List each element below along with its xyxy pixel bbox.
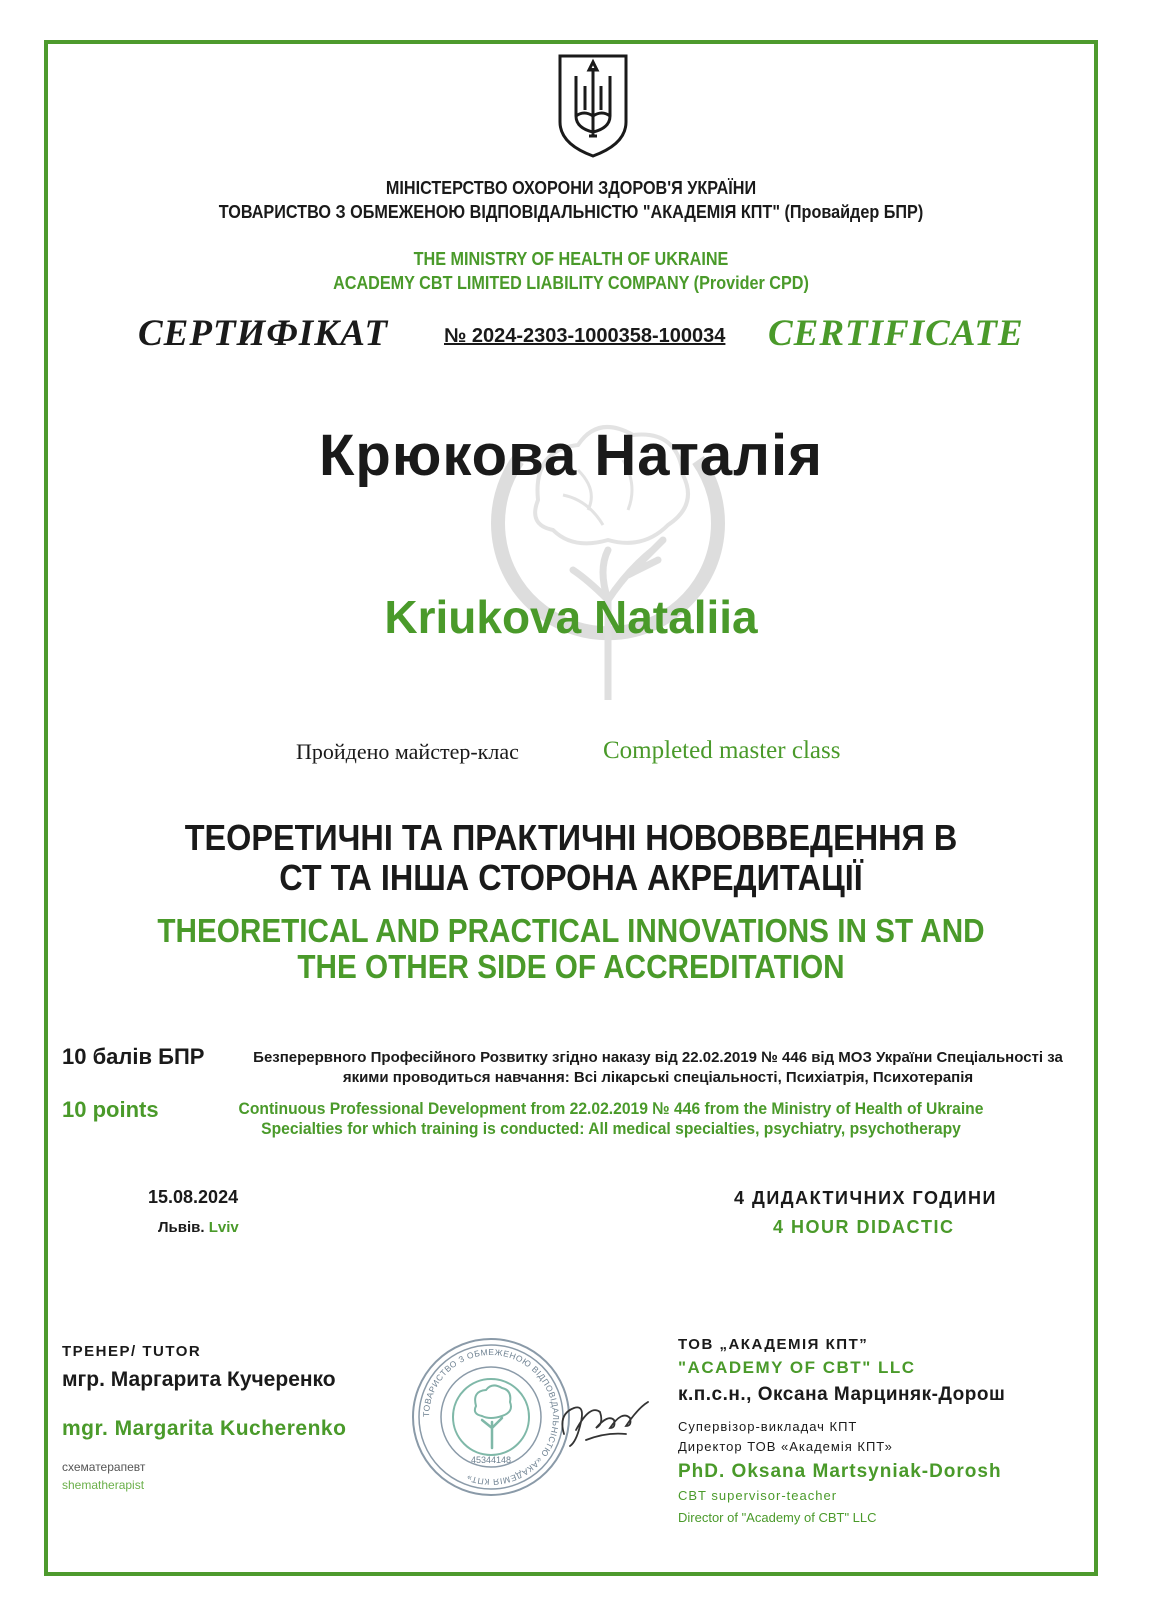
tutor-role-en: shematherapist xyxy=(62,1478,145,1492)
director-role-en-2: Director of "Academy of CBT" LLC xyxy=(678,1510,877,1525)
handwritten-signature-icon xyxy=(556,1384,656,1456)
tutor-role-ua: схематерапевт xyxy=(62,1460,146,1474)
certificate-title-en: CERTIFICATE xyxy=(768,313,1024,354)
event-date: 15.08.2024 xyxy=(148,1187,239,1207)
company-name-en: ACADEMY CBT LIMITED LIABILITY COMPANY (Provider CPD) xyxy=(333,273,809,293)
completion-text-en: Completed master class xyxy=(603,737,841,764)
points-text-en-line2: Specialties for which training is conducted: All medical specialties, psychiatry, psychotherapy xyxy=(261,1119,961,1138)
points-label-en: 10 points xyxy=(62,1097,159,1122)
recipient-name-ua: Крюкова Наталія xyxy=(319,423,823,488)
course-title-ua xyxy=(97,818,1046,898)
certificate-number: № 2024-2303-1000358-100034 xyxy=(444,325,726,347)
company-name-ua: ТОВАРИСТВО З ОБМЕЖЕНОЮ ВІДПОВІДАЛЬНІСТЮ "АКАДЕМІЯ КПТ" (Провайдер БПР) xyxy=(218,202,924,222)
director-role-en-1: CBT supervisor-teacher xyxy=(678,1488,838,1503)
director-role-ua-2: Директор ТОВ «Академія КПТ» xyxy=(678,1439,893,1454)
tutor-name-ua: мгр. Маргарита Кучеренко xyxy=(62,1368,336,1391)
trident-coat-of-arms-icon xyxy=(556,52,630,160)
org-name-en: "ACADEMY OF CBT" LLC xyxy=(678,1358,916,1377)
points-text-ua-line2: якими проводиться навчання: Всі лікарські спеціальності, Психіатрія, Психотерапія xyxy=(342,1069,974,1086)
event-city-en: Lviv xyxy=(208,1219,239,1236)
course-title-ua-line2: СТ ТА ІНША СТОРОНА АКРЕДИТАЦІЇ xyxy=(279,857,863,898)
event-city xyxy=(158,1219,239,1236)
seal-code: 45344148 xyxy=(470,1455,512,1465)
ministry-name-ua: МІНІСТЕРСТВО ОХОРОНИ ЗДОРОВ'Я УКРАЇНИ xyxy=(385,178,757,198)
course-title-en xyxy=(97,913,1046,985)
round-stamp-icon xyxy=(410,1336,572,1498)
org-name-ua: ТОВ „АКАДЕМІЯ КПТ” xyxy=(678,1336,869,1353)
director-name-en: PhD. Oksana Martsyniak-Dorosh xyxy=(678,1461,1002,1482)
tutor-label: ТРЕНЕР/ TUTOR xyxy=(62,1343,202,1360)
course-title-ua-line1: ТЕОРЕТИЧНІ ТА ПРАКТИЧНІ НОВОВВЕДЕННЯ В xyxy=(184,817,958,858)
director-name-ua: к.п.с.н., Оксана Марциняк-Дорош xyxy=(678,1384,1006,1405)
header-en xyxy=(97,247,1046,295)
points-text-ua-line1: Безперервного Професійного Розвитку згідно наказу від 22.02.2019 № 446 від МОЗ України Спеціальності за xyxy=(253,1049,1063,1066)
tutor-name-en: mgr. Margarita Kucherenko xyxy=(62,1417,347,1440)
course-title-en-line1: THEORETICAL AND PRACTICAL INNOVATIONS IN ST AND xyxy=(157,912,985,949)
points-text-ua xyxy=(224,1048,1092,1088)
points-text-en-line1: Continuous Professional Development from 22.02.2019 № 446 from the Ministry of Health of Ukraine xyxy=(238,1099,984,1118)
points-label-ua: 10 балів БПР xyxy=(62,1044,205,1069)
director-role-ua-1: Супервізор-викладач КПТ xyxy=(678,1419,858,1434)
event-city-ua: Львів. xyxy=(158,1219,205,1236)
course-title-en-line2: THE OTHER SIDE OF ACCREDITATION xyxy=(297,948,845,985)
certificate-title-ua: СЕРТИФІКАТ xyxy=(138,313,389,354)
recipient-name-en: Kriukova Nataliia xyxy=(384,591,758,643)
hours-en: 4 HOUR DIDACTIC xyxy=(773,1217,955,1237)
seal-ring-text: ТОВАРИСТВО З ОБМЕЖЕНОЮ ВІДПОВІДАЛЬНІСТЮ «АКАДЕМІЯ КПТ» xyxy=(420,1346,562,1488)
ministry-name-en: THE MINISTRY OF HEALTH OF UKRAINE xyxy=(413,249,729,269)
completion-text-ua: Пройдено майстер-клас xyxy=(296,739,519,764)
points-text-en xyxy=(213,1099,1010,1139)
header-ua xyxy=(97,176,1046,224)
hours-ua: 4 ДИДАКТИЧНИХ ГОДИНИ xyxy=(734,1188,997,1208)
